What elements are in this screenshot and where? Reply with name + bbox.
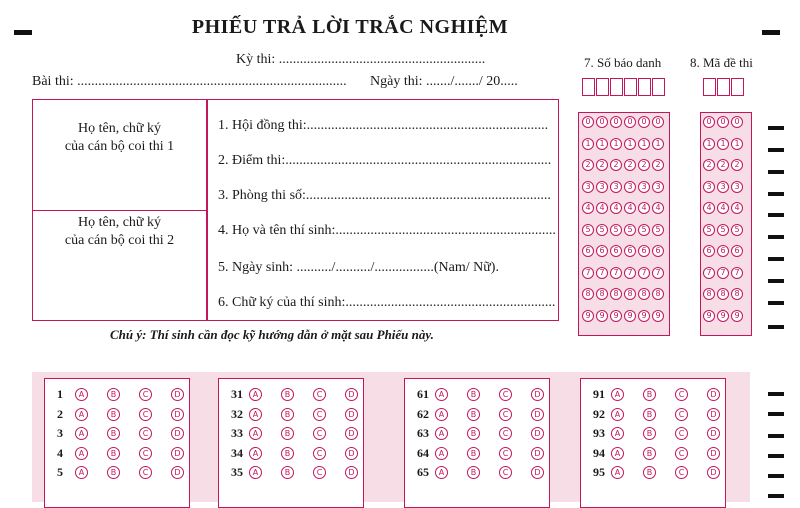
so-bao-danh-bubble[interactable]: 6: [610, 245, 622, 257]
answer-bubble-c[interactable]: C: [139, 427, 152, 440]
so-bao-danh-bubble[interactable]: 2: [624, 159, 636, 171]
signature-box: [32, 99, 207, 321]
answer-bubble-d[interactable]: D: [171, 388, 184, 401]
ma-de-thi-cell[interactable]: [703, 78, 716, 96]
so-bao-danh-bubble[interactable]: 0: [624, 116, 636, 128]
answer-bubble-c[interactable]: C: [313, 466, 326, 479]
answer-bubble-c[interactable]: C: [313, 408, 326, 421]
so-bao-danh-bubble[interactable]: 1: [582, 138, 594, 150]
timing-mark: [768, 192, 784, 196]
so-bao-danh-bubble[interactable]: 4: [638, 202, 650, 214]
ma-de-thi-bubble[interactable]: 7: [703, 267, 715, 279]
field-phong-thi[interactable]: 3. Phòng thi số:......................................................................: [218, 188, 551, 203]
question-number: 65: [417, 465, 429, 479]
field-ngay-sinh[interactable]: 5. Ngày sinh: ........../........../.................(Nam/ Nữ).: [218, 260, 499, 275]
ma-de-thi-bubble[interactable]: 1: [731, 138, 743, 150]
so-bao-danh-bubble[interactable]: 9: [624, 310, 636, 322]
so-bao-danh-bubble[interactable]: 2: [582, 159, 594, 171]
ma-de-thi-bubble[interactable]: 0: [703, 116, 715, 128]
answer-bubble-a[interactable]: A: [611, 447, 624, 460]
so-bao-danh-bubble[interactable]: 5: [624, 224, 636, 236]
ma-de-thi-bubble[interactable]: 7: [717, 267, 729, 279]
answer-bubble-b[interactable]: B: [107, 427, 120, 440]
so-bao-danh-bubble[interactable]: 6: [652, 245, 664, 257]
so-bao-danh-bubble[interactable]: 8: [652, 288, 664, 300]
answer-bubble-b[interactable]: B: [281, 408, 294, 421]
so-bao-danh-bubble[interactable]: 6: [596, 245, 608, 257]
answer-panel: [404, 378, 550, 508]
answer-panel: [218, 378, 364, 508]
ma-de-thi-label: 8. Mã đề thi: [690, 55, 753, 70]
answer-panel: [580, 378, 726, 508]
timing-mark: [768, 148, 784, 152]
so-bao-danh-bubble[interactable]: 3: [582, 181, 594, 193]
so-bao-danh-bubble[interactable]: 9: [596, 310, 608, 322]
so-bao-danh-bubble[interactable]: 5: [638, 224, 650, 236]
so-bao-danh-bubble[interactable]: 7: [638, 267, 650, 279]
so-bao-danh-bubble[interactable]: 1: [624, 138, 636, 150]
ma-de-thi-bubble[interactable]: 4: [717, 202, 729, 214]
answer-bubble-b[interactable]: B: [467, 427, 480, 440]
question-number: 3: [57, 426, 63, 440]
so-bao-danh-cell[interactable]: [652, 78, 665, 96]
answer-bubble-a[interactable]: A: [75, 408, 88, 421]
answer-bubble-b[interactable]: B: [467, 466, 480, 479]
ma-de-thi-bubble[interactable]: 3: [717, 181, 729, 193]
answer-bubble-a[interactable]: A: [611, 466, 624, 479]
so-bao-danh-bubble[interactable]: 5: [610, 224, 622, 236]
timing-mark: [768, 126, 784, 130]
answer-bubble-a[interactable]: A: [249, 466, 262, 479]
so-bao-danh-bubble[interactable]: 2: [610, 159, 622, 171]
signature-2-line1: Họ tên, chữ ký: [77, 215, 161, 230]
answer-bubble-c[interactable]: C: [139, 388, 152, 401]
answer-bubble-c[interactable]: C: [313, 447, 326, 460]
so-bao-danh-bubble[interactable]: 1: [596, 138, 608, 150]
answer-bubble-d[interactable]: D: [531, 466, 544, 479]
so-bao-danh-bubble[interactable]: 2: [652, 159, 664, 171]
timing-mark: [768, 412, 784, 416]
question-number: 95: [593, 465, 605, 479]
signature-divider: [33, 210, 206, 211]
ma-de-thi-bubble[interactable]: 9: [731, 310, 743, 322]
ma-de-thi-bubble[interactable]: 8: [731, 288, 743, 300]
ngay-thi-line: Ngày thi: ......./......./ 20.....: [370, 74, 518, 89]
so-bao-danh-bubble[interactable]: 5: [652, 224, 664, 236]
so-bao-danh-bubble[interactable]: 1: [610, 138, 622, 150]
answer-bubble-d[interactable]: D: [345, 408, 358, 421]
so-bao-danh-bubble[interactable]: 8: [596, 288, 608, 300]
answer-bubble-d[interactable]: D: [171, 447, 184, 460]
so-bao-danh-bubble[interactable]: 9: [638, 310, 650, 322]
answer-bubble-b[interactable]: B: [107, 447, 120, 460]
ma-de-thi-bubble[interactable]: 6: [703, 245, 715, 257]
so-bao-danh-bubble[interactable]: 3: [638, 181, 650, 193]
question-number: 34: [231, 445, 243, 460]
so-bao-danh-bubble[interactable]: 6: [582, 245, 594, 257]
answer-bubble-c[interactable]: C: [675, 408, 688, 421]
answer-bubble-c[interactable]: C: [139, 447, 152, 460]
ma-de-thi-bubble[interactable]: 3: [703, 181, 715, 193]
answer-bubble-b[interactable]: B: [467, 388, 480, 401]
answer-bubble-a[interactable]: A: [611, 408, 624, 421]
answer-bubble-c[interactable]: C: [139, 408, 152, 421]
timing-mark: [768, 235, 784, 239]
answer-bubble-a[interactable]: A: [435, 447, 448, 460]
answer-bubble-a[interactable]: A: [75, 466, 88, 479]
signature-1-line2: của cán bộ coi thi 1: [64, 139, 175, 154]
candidate-info-box: [207, 99, 559, 321]
so-bao-danh-bubble[interactable]: 1: [652, 138, 664, 150]
answer-bubble-a[interactable]: A: [249, 447, 262, 460]
ma-de-thi-bubble[interactable]: 7: [731, 267, 743, 279]
answer-bubble-c[interactable]: C: [499, 447, 512, 460]
question-number: 93: [593, 426, 605, 440]
answer-bubble-b[interactable]: B: [467, 408, 480, 421]
question-number: 94: [593, 445, 605, 460]
signature-proctor-1: [33, 120, 206, 156]
question-number: 92: [593, 406, 605, 421]
answer-bubble-b[interactable]: B: [281, 466, 294, 479]
timing-mark: [768, 213, 784, 217]
answer-bubble-a[interactable]: A: [249, 427, 262, 440]
ma-de-thi-bubble[interactable]: 1: [717, 138, 729, 150]
answer-bubble-d[interactable]: D: [707, 466, 720, 479]
so-bao-danh-bubble[interactable]: 5: [596, 224, 608, 236]
answer-bubble-c[interactable]: C: [139, 466, 152, 479]
so-bao-danh-cell[interactable]: [596, 78, 609, 96]
so-bao-danh-bubble[interactable]: 7: [610, 267, 622, 279]
answer-bubble-c[interactable]: C: [675, 466, 688, 479]
answer-bubble-a[interactable]: A: [435, 408, 448, 421]
so-bao-danh-bubble[interactable]: 7: [652, 267, 664, 279]
answer-bubble-d[interactable]: D: [531, 388, 544, 401]
so-bao-danh-cell[interactable]: [582, 78, 595, 96]
timing-mark: [768, 279, 784, 283]
field-ho-ten[interactable]: 4. Họ và tên thí sinh:...............................................................: [218, 223, 556, 238]
so-bao-danh-bubble[interactable]: 0: [638, 116, 650, 128]
timing-mark: [768, 392, 784, 396]
answer-bubble-a[interactable]: A: [75, 427, 88, 440]
answer-bubble-b[interactable]: B: [281, 447, 294, 460]
ma-de-thi-bubble[interactable]: 5: [703, 224, 715, 236]
answer-bubble-b[interactable]: B: [107, 408, 120, 421]
question-number: 61: [417, 387, 429, 401]
so-bao-danh-bubble[interactable]: 7: [596, 267, 608, 279]
so-bao-danh-bubble[interactable]: 4: [652, 202, 664, 214]
so-bao-danh-bubble[interactable]: 9: [610, 310, 622, 322]
ma-de-thi-bubble[interactable]: 4: [731, 202, 743, 214]
so-bao-danh-bubble[interactable]: 0: [582, 116, 594, 128]
so-bao-danh-bubble[interactable]: 2: [638, 159, 650, 171]
ma-de-thi-bubble[interactable]: 0: [731, 116, 743, 128]
question-number: 31: [231, 387, 243, 401]
so-bao-danh-cell[interactable]: [624, 78, 637, 96]
ma-de-thi-bubble[interactable]: 8: [717, 288, 729, 300]
answer-bubble-b[interactable]: B: [643, 388, 656, 401]
timing-mark: [768, 494, 784, 498]
answer-bubble-c[interactable]: C: [675, 388, 688, 401]
ma-de-thi-bubble[interactable]: 6: [731, 245, 743, 257]
answer-bubble-a[interactable]: A: [611, 388, 624, 401]
so-bao-danh-bubble[interactable]: 1: [638, 138, 650, 150]
answer-bubble-c[interactable]: C: [499, 427, 512, 440]
answer-bubble-d[interactable]: D: [707, 388, 720, 401]
ky-thi-line: Kỳ thi: ...........................................................: [236, 52, 486, 67]
so-bao-danh-bubble[interactable]: 3: [652, 181, 664, 193]
timing-mark: [768, 474, 784, 478]
answer-bubble-d[interactable]: D: [171, 466, 184, 479]
answer-bubble-c[interactable]: C: [675, 427, 688, 440]
answer-bubble-a[interactable]: A: [435, 388, 448, 401]
answer-bubble-a[interactable]: A: [611, 427, 624, 440]
answer-bubble-d[interactable]: D: [345, 466, 358, 479]
answer-bubble-d[interactable]: D: [345, 427, 358, 440]
so-bao-danh-bubble[interactable]: 3: [624, 181, 636, 193]
timing-mark: [768, 454, 784, 458]
so-bao-danh-bubble[interactable]: 6: [624, 245, 636, 257]
ma-de-thi-cell[interactable]: [731, 78, 744, 96]
so-bao-danh-bubble[interactable]: 4: [624, 202, 636, 214]
field-diem-thi[interactable]: 2. Điểm thi:............................................................................: [218, 153, 552, 168]
answer-bubble-d[interactable]: D: [345, 447, 358, 460]
question-number: 91: [593, 387, 605, 401]
answer-bubble-b[interactable]: B: [107, 466, 120, 479]
so-bao-danh-bubble[interactable]: 4: [596, 202, 608, 214]
so-bao-danh-bubble[interactable]: 9: [582, 310, 594, 322]
signature-proctor-2: [33, 214, 206, 250]
answer-bubble-b[interactable]: B: [107, 388, 120, 401]
so-bao-danh-bubble[interactable]: 8: [624, 288, 636, 300]
so-bao-danh-cell[interactable]: [610, 78, 623, 96]
answer-bubble-b[interactable]: B: [281, 427, 294, 440]
so-bao-danh-bubble[interactable]: 6: [638, 245, 650, 257]
answer-bubble-c[interactable]: C: [499, 388, 512, 401]
bai-thi-line: Bài thi: .............................................................................: [32, 74, 347, 89]
ma-de-thi-bubble[interactable]: 6: [717, 245, 729, 257]
so-bao-danh-bubble[interactable]: 2: [596, 159, 608, 171]
so-bao-danh-cell[interactable]: [638, 78, 651, 96]
ma-de-thi-cell[interactable]: [717, 78, 730, 96]
answer-bubble-b[interactable]: B: [281, 388, 294, 401]
answer-bubble-a[interactable]: A: [435, 427, 448, 440]
ma-de-thi-bubble[interactable]: 4: [703, 202, 715, 214]
answer-bubble-a[interactable]: A: [435, 466, 448, 479]
signature-1-line1: Họ tên, chữ ký: [77, 121, 161, 136]
answer-bubble-c[interactable]: C: [313, 388, 326, 401]
answer-bubble-d[interactable]: D: [531, 427, 544, 440]
answer-bubble-d[interactable]: D: [707, 447, 720, 460]
question-number: 32: [231, 406, 243, 421]
so-bao-danh-bubble[interactable]: 0: [610, 116, 622, 128]
so-bao-danh-bubble[interactable]: 3: [596, 181, 608, 193]
question-number: 33: [231, 426, 243, 440]
so-bao-danh-bubble[interactable]: 4: [582, 202, 594, 214]
timing-mark-top-right: [762, 30, 780, 35]
answer-bubble-b[interactable]: B: [643, 427, 656, 440]
so-bao-danh-bubble[interactable]: 9: [652, 310, 664, 322]
answer-bubble-b[interactable]: B: [643, 466, 656, 479]
answer-bubble-d[interactable]: D: [171, 408, 184, 421]
answer-bubble-c[interactable]: C: [499, 408, 512, 421]
ma-de-thi-bubble[interactable]: 2: [717, 159, 729, 171]
answer-bubble-d[interactable]: D: [707, 408, 720, 421]
so-bao-danh-bubble[interactable]: 5: [582, 224, 594, 236]
ma-de-thi-bubble[interactable]: 5: [731, 224, 743, 236]
so-bao-danh-bubble[interactable]: 7: [624, 267, 636, 279]
ma-de-thi-bubble[interactable]: 9: [703, 310, 715, 322]
so-bao-danh-bubble[interactable]: 0: [652, 116, 664, 128]
question-number: 1: [57, 387, 63, 401]
answer-bubble-a[interactable]: A: [249, 408, 262, 421]
answer-bubble-d[interactable]: D: [531, 447, 544, 460]
timing-mark: [768, 434, 784, 438]
answer-bubble-a[interactable]: A: [75, 447, 88, 460]
so-bao-danh-bubble[interactable]: 0: [596, 116, 608, 128]
instruction-note: Chú ý: Thí sinh cần đọc kỹ hướng dẫn ở mặt sau Phiếu này.: [110, 327, 434, 342]
question-number: 4: [57, 445, 63, 460]
answer-panel: [44, 378, 190, 508]
ma-de-thi-bubble[interactable]: 3: [731, 181, 743, 193]
field-hoi-dong-thi[interactable]: 1. Hội đồng thi:.....................................................................: [218, 118, 549, 133]
so-bao-danh-bubble[interactable]: 3: [610, 181, 622, 193]
answer-bubble-c[interactable]: C: [499, 466, 512, 479]
answer-bubble-b[interactable]: B: [467, 447, 480, 460]
answer-bubble-d[interactable]: D: [171, 427, 184, 440]
so-bao-danh-label: 7. Số báo danh: [584, 55, 662, 70]
question-number: 62: [417, 406, 429, 421]
so-bao-danh-bubble[interactable]: 8: [582, 288, 594, 300]
answer-bubble-a[interactable]: A: [75, 388, 88, 401]
question-number: 63: [417, 426, 429, 440]
answer-bubble-b[interactable]: B: [643, 408, 656, 421]
ma-de-thi-bubble[interactable]: 5: [717, 224, 729, 236]
timing-mark: [768, 325, 784, 329]
answer-bubble-d[interactable]: D: [707, 427, 720, 440]
answer-bubble-d[interactable]: D: [531, 408, 544, 421]
answer-bubble-c[interactable]: C: [313, 427, 326, 440]
so-bao-danh-bubble[interactable]: 8: [638, 288, 650, 300]
ma-de-thi-bubble[interactable]: 9: [717, 310, 729, 322]
timing-mark: [768, 301, 784, 305]
so-bao-danh-bubble[interactable]: 8: [610, 288, 622, 300]
timing-mark: [768, 257, 784, 261]
answer-bubble-a[interactable]: A: [249, 388, 262, 401]
form-title: PHIẾU TRẢ LỜI TRẮC NGHIỆM: [191, 16, 509, 38]
field-chu-ky[interactable]: 6. Chữ ký của thí sinh:............................................................: [218, 295, 556, 310]
answer-bubble-b[interactable]: B: [643, 447, 656, 460]
timing-mark: [768, 170, 784, 174]
ma-de-thi-bubble[interactable]: 2: [731, 159, 743, 171]
ma-de-thi-bubble[interactable]: 8: [703, 288, 715, 300]
question-number: 2: [57, 406, 63, 421]
question-number: 35: [231, 465, 243, 479]
question-number: 64: [417, 445, 429, 460]
ma-de-thi-bubble[interactable]: 2: [703, 159, 715, 171]
so-bao-danh-bubble[interactable]: 7: [582, 267, 594, 279]
ma-de-thi-bubble[interactable]: 0: [717, 116, 729, 128]
answer-bubble-c[interactable]: C: [675, 447, 688, 460]
answer-bubble-d[interactable]: D: [345, 388, 358, 401]
question-number: 5: [57, 465, 63, 479]
ma-de-thi-bubble[interactable]: 1: [703, 138, 715, 150]
so-bao-danh-bubble[interactable]: 4: [610, 202, 622, 214]
signature-2-line2: của cán bộ coi thi 2: [64, 233, 175, 248]
